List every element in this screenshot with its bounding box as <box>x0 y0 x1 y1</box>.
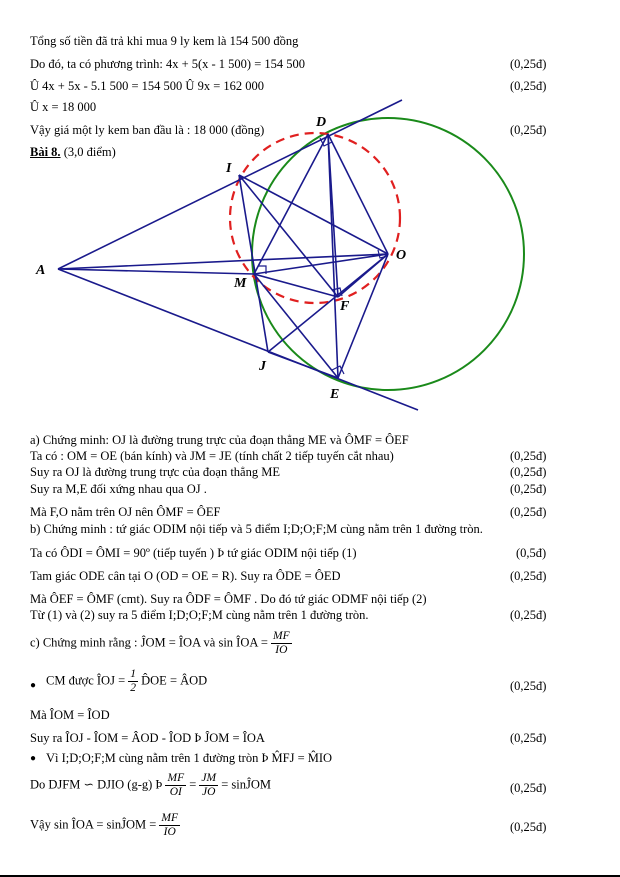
problem-points: (3,0 điểm) <box>60 145 116 159</box>
part-c-line-2 <box>46 668 207 695</box>
score-badge: (0,25đ) <box>510 482 547 496</box>
segment-do <box>328 134 388 254</box>
part-a-line-3: Suy ra OJ là đường trung trực của đoạn thẳng ME <box>30 465 280 479</box>
score-badge: (0,25đ) <box>510 465 547 479</box>
part-c-line-7-text: Vậy sin ÎOA = sinĴOM = <box>30 817 157 832</box>
part-c-line-2-text: CM được ÎOJ = <box>46 673 126 688</box>
part-b-line-5: Từ (1) và (2) suy ra 5 điểm I;D;O;F;M cùng nằm trên 1 đường tròn. <box>30 608 369 622</box>
score-badge: (0,25đ) <box>510 679 547 693</box>
intro-line-1: Tổng số tiền đã trả khi mua 9 ly kem là 154 500 đồng <box>30 34 299 48</box>
score-badge: (0,25đ) <box>510 781 547 795</box>
score-badge: (0,25đ) <box>510 79 547 93</box>
point-label-d: D <box>316 115 327 130</box>
intro-line-3: Û 4x + 5x - 5.1 500 = 154 500 Û 9x = 162 000 <box>30 79 264 93</box>
part-c-line-6 <box>30 772 271 799</box>
score-badge: (0,25đ) <box>510 123 547 137</box>
fraction: $\frac{JM}{JO}$ <box>201 772 217 798</box>
part-c-line-6-text: Do DJFM ∽ DJIO (g-g) Þ <box>30 777 163 792</box>
score-badge: (0,25đ) <box>510 731 547 745</box>
bullet-icon: ● <box>30 680 37 691</box>
point-label-o: O <box>396 248 407 263</box>
part-c-line-4: Suy ra ÎOJ - ÎOM = ÂOD - ÎOD Þ ĴOM = ÎOA <box>30 731 265 745</box>
part-b-line-4: Mà ÔEF = ÔMF (cmt). Suy ra ÔDF = ÔMF . Do đó tứ giác ODMF nội tiếp (2) <box>30 592 427 606</box>
point-label-a: A <box>36 263 46 278</box>
fraction: $\frac{MF}{OI}$ <box>167 772 185 798</box>
segment-io <box>239 175 388 254</box>
point-label-e: E <box>330 387 340 402</box>
score-badge: (0,25đ) <box>510 505 547 519</box>
segment-am <box>58 269 254 274</box>
part-a-line-1: a) Chứng minh: OJ là đường trung trực của đoạn thẳng ME và ÔMF = ÔEF <box>30 433 409 447</box>
bullet-icon: ● <box>30 753 37 764</box>
point-label-i: I <box>226 161 232 176</box>
part-c-line-7 <box>30 812 180 839</box>
segment-mf <box>254 274 338 297</box>
part-c-line-2-post: D̂OE = ÂOD <box>141 673 208 688</box>
score-badge: (0,25đ) <box>510 449 547 463</box>
problem-title: Bài 8. <box>30 145 61 159</box>
part-b-line-2: Ta có ÔDI = ÔMI = 90º (tiếp tuyến ) Þ tứ giác ODIM nội tiếp (1) <box>30 546 357 560</box>
intro-line-2: Do đó, ta có phương trình: 4x + 5(x - 1 500) = 154 500 <box>30 57 306 71</box>
intro-line-4: Û x = 18 000 <box>30 100 97 114</box>
part-c-line-3: Mà ÎOM = ÎOD <box>30 708 110 722</box>
score-badge: (0,25đ) <box>510 820 547 834</box>
part-c-line-5: Vì I;D;O;F;M cùng nằm trên 1 đường tròn Þ M̂FJ = M̂IO <box>46 751 333 765</box>
part-c-line-1-text: c) Chứng minh rằng : ĴOM = ÎOA và sin ÎOA = <box>30 635 268 650</box>
part-c-line-1 <box>30 630 292 657</box>
part-a-line-5: Mà F,O nằm trên OJ nên ÔMF = ÔEF <box>30 505 221 519</box>
score-badge: (0,25đ) <box>510 608 547 622</box>
segment-oe <box>338 254 388 378</box>
score-badge: (0,25đ) <box>510 569 547 583</box>
point-label-j: J <box>259 359 266 374</box>
part-c-line-6-post: = sinĴOM <box>221 777 271 792</box>
part-b-line-1: b) Chứng minh : tứ giác ODIM nội tiếp và 5 điểm I;D;O;F;M cùng nằm trên 1 đường tròn. <box>30 522 483 536</box>
part-a-line-4: Suy ra M,E đối xứng nhau qua OJ . <box>30 482 207 496</box>
fraction: $\frac{1}{2}$ <box>130 668 136 694</box>
equals-sign: = <box>189 777 197 792</box>
part-b-line-3: Tam giác ODE cân tại O (OD = OE = R). Suy ra ÔDE = ÔED <box>30 569 341 583</box>
tangent-line-ad <box>58 100 402 269</box>
score-badge: (0,5đ) <box>516 546 547 560</box>
score-badge: (0,25đ) <box>510 57 547 71</box>
point-label-f: F <box>340 299 350 314</box>
fraction: $\frac{MF}{IO}$ <box>161 812 178 838</box>
intro-line-5: Vậy giá một ly kem ban đầu là : 18 000 (đồng) <box>30 123 265 137</box>
point-label-m: M <box>234 276 247 291</box>
part-a-line-2: Ta có : OM = OE (bán kính) và JM = JE (tính chất 2 tiếp tuyến cắt nhau) <box>30 449 394 463</box>
fraction: $\frac{MF}{IO}$ <box>273 630 290 656</box>
